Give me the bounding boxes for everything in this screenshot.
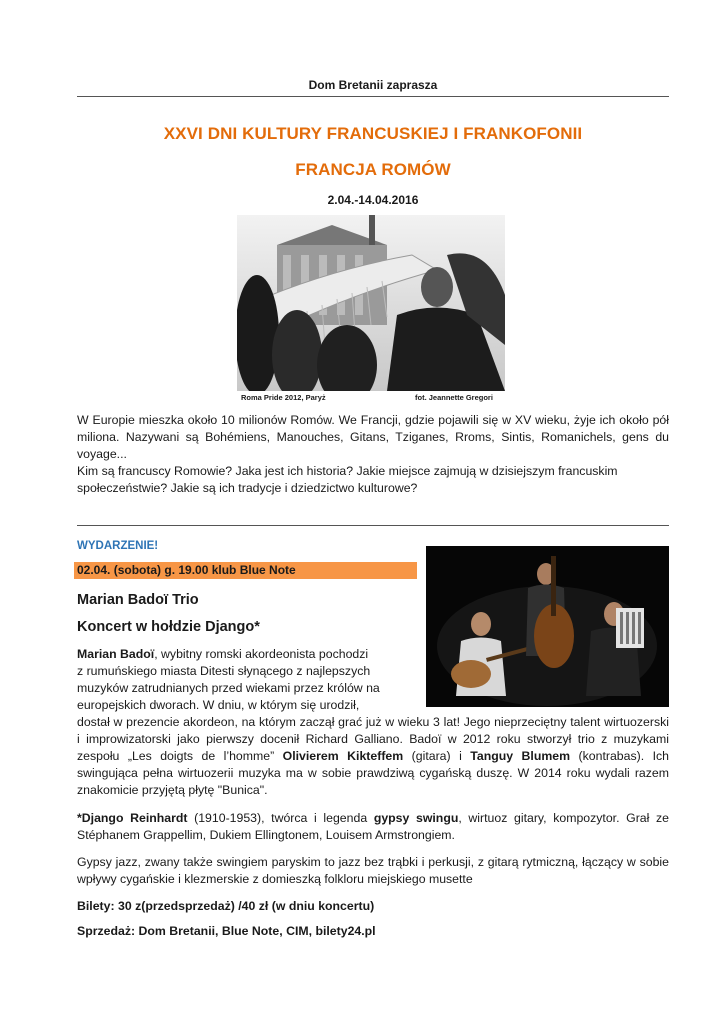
tickets-info: Bilety: 30 z(przedsprzedaż) /40 zł (w dniu koncertu) (77, 899, 375, 913)
photo-caption-location: Roma Pride 2012, Paryż (241, 393, 326, 402)
django-note: *Django Reinhardt (1910-1953), twórca i legenda gypsy swingu, wirtuoz gitary, kompozytor. Grał ze Stéphanem Grappellim, Dukiem Ellingtonem, Louisem Armstrongiem. (77, 811, 670, 842)
subtitle: FRANCJA ROMÓW (295, 160, 451, 179)
main-title: XXVI DNI KULTURY FRANCUSKIEJ I FRANKOFONII (163, 124, 583, 143)
festival-dates: 2.04.-14.04.2016 (327, 193, 419, 207)
roma-pride-photo (237, 215, 505, 391)
artist-name: Marian Badoï (77, 647, 155, 661)
sales-info: Sprzedaż: Dom Bretanii, Blue Note, CIM, bilety24.pl (77, 924, 376, 938)
event-performer-heading: Marian Badoï Trio (77, 592, 199, 608)
gypsy-jazz-note: Gypsy jazz, zwany także swingiem paryskim to jazz bez trąbki i perkusji, z gitarą rytmiczną, łączący w sobie wpływy cygańskie i klezmerskie z domieszką folkloru miejskiego musette (77, 855, 669, 886)
trio-photo (426, 546, 669, 707)
section-divider (77, 525, 669, 526)
event-date-bar: 02.04. (sobota) g. 19.00 klub Blue Note (74, 562, 417, 579)
intro-questions: Kim są francuscy Romowie? Jaka jest ich historia? Jakie miejsce zajmują w dzisiejszym francuskim społeczeństwie? Jakie są ich tradycje i dziedzictwo kulturowe? (77, 464, 618, 495)
artist-description-cont: dostał w prezencie akordeon, na którym zaczął grać już w wieku 3 lat! Jego nieprzeciętny talent wirtuozerski i improwizatorski jako pierwszy docenił Richard Galliano. Badoï w 2012 roku stworzył trio z muzykami zespołu „Les doigts de l’homme” Olivierem Kikteffem (gitara) i Tanguy Blumem (kontrabas). Ich swingująca pełna wirtuozerii muzyka ma w sobie prawdziwą cygańską duszę. W 2014 roku wydali razem znakomicie przyjętą płytę "Bunica". (77, 715, 669, 797)
event-label: WYDARZENIE! (77, 540, 159, 552)
intro-paragraph: W Europie mieszka około 10 milionów Romów. We Francji, gdzie pojawili się w XV wieku, żyje ich około pół miliona. Nazywani są Bohémiens, Manouches, Gitans, Tziganes, Rroms, Sintis, Romanichels, gens du voyage... (77, 413, 669, 461)
intro-text (77, 412, 669, 497)
photo-caption-credit: fot. Jeannette Gregori (415, 393, 493, 402)
event-concert-heading: Koncert w hołdzie Django* (77, 619, 260, 635)
invite-header: Dom Bretanii zaprasza (308, 78, 438, 92)
artist-description-narrow: Marian Badoï, wybitny romski akordeonista pochodzi z rumuńskiego miasta Ditesti słynącego z najlepszych muzyków zatrudnianych przed wiekami przez królów na europejskich dworach. W dniu, w którym się urodził, (77, 647, 380, 712)
header-divider (77, 96, 669, 97)
